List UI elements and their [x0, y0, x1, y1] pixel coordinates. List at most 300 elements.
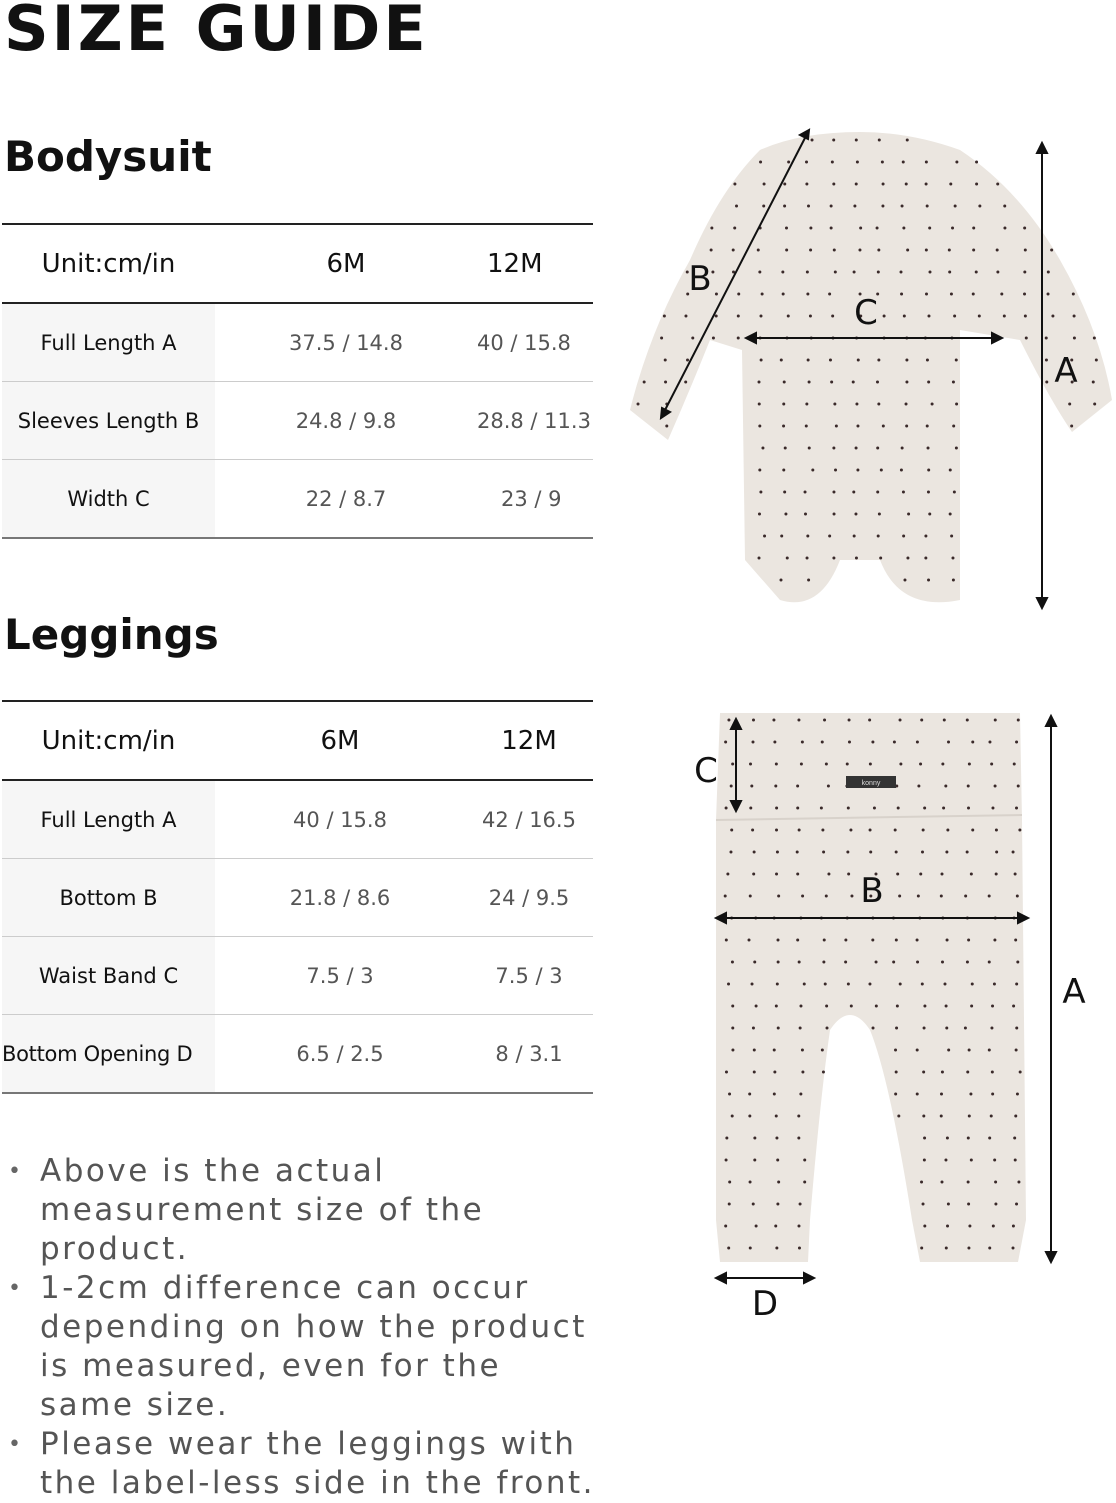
- fabric-dot: [877, 403, 880, 406]
- fabric-dot: [928, 271, 931, 274]
- fabric-dot: [946, 939, 949, 942]
- fabric-dot: [1047, 293, 1050, 296]
- fabric-dot: [760, 359, 763, 362]
- fabric-dot: [873, 807, 876, 810]
- fabric-dot: [724, 741, 727, 744]
- fabric-dot: [1023, 271, 1026, 274]
- fabric-dot: [876, 491, 879, 494]
- fabric-dot: [923, 1005, 926, 1008]
- fabric-dot: [950, 535, 953, 538]
- fabric-dot: [753, 1049, 756, 1052]
- fabric-dot: [906, 139, 909, 142]
- fabric-dot: [875, 1005, 878, 1008]
- fabric-dot: [906, 249, 909, 252]
- fabric-dot: [876, 447, 879, 450]
- fabric-dot: [940, 1115, 943, 1118]
- fabric-dot: [1012, 851, 1015, 854]
- fabric-dot: [899, 763, 902, 766]
- fabric-dot: [710, 227, 713, 230]
- fabric-dot: [1018, 829, 1021, 832]
- fabric-dot: [906, 557, 909, 560]
- fabric-dot: [822, 851, 825, 854]
- fabric-dot: [940, 895, 943, 898]
- fabric-dot: [995, 829, 998, 832]
- fabric-dot: [966, 851, 969, 854]
- fabric-dot: [725, 1137, 728, 1140]
- fabric-dot: [811, 139, 814, 142]
- fabric-dot: [1017, 785, 1020, 788]
- fabric-dot: [1016, 961, 1019, 964]
- fabric-dot: [822, 1071, 825, 1074]
- fabric-dot: [944, 1159, 947, 1162]
- leggings-label-a: A: [1062, 972, 1086, 1012]
- fabric-dot: [749, 895, 752, 898]
- fabric-dot: [894, 1049, 897, 1052]
- fabric-dot: [800, 763, 803, 766]
- fabric-dot: [803, 1159, 806, 1162]
- fabric-dot: [923, 1137, 926, 1140]
- fabric-dot: [968, 1225, 971, 1228]
- fabric-dot: [811, 469, 814, 472]
- fabric-dot: [1073, 315, 1076, 318]
- fabric-dot: [925, 293, 928, 296]
- fabric-dot: [821, 829, 824, 832]
- fabric-dot: [831, 161, 834, 164]
- fabric-dot: [834, 271, 837, 274]
- fabric-dot: [926, 425, 929, 428]
- fabric-dot: [882, 425, 885, 428]
- fabric-dot: [780, 359, 783, 362]
- note-item: • Please wear the leggings with the label-less side in the front.: [0, 1425, 600, 1503]
- fabric-dot: [879, 557, 882, 560]
- fabric-dot: [927, 381, 930, 384]
- fabric-dot: [663, 315, 666, 318]
- fabric-dot: [955, 447, 958, 450]
- fabric-dot: [895, 939, 898, 942]
- fabric-dot: [809, 227, 812, 230]
- fabric-dot: [967, 785, 970, 788]
- leggings-heading: Leggings: [4, 610, 219, 659]
- fabric-dot: [917, 785, 920, 788]
- fabric-dot: [773, 1049, 776, 1052]
- fabric-dot: [777, 1027, 780, 1030]
- fabric-dot: [905, 425, 908, 428]
- bodysuit-label-c: C: [854, 293, 878, 333]
- fabric-dot: [775, 829, 778, 832]
- fabric-dot: [945, 1247, 948, 1250]
- fabric-dot: [993, 939, 996, 942]
- fabric-dot: [773, 1093, 776, 1096]
- fabric-dot: [857, 359, 860, 362]
- fabric-dot: [797, 1225, 800, 1228]
- fabric-dot: [751, 829, 754, 832]
- fabric-dot: [858, 249, 861, 252]
- fabric-dot: [941, 1071, 944, 1074]
- fabric-dot: [945, 851, 948, 854]
- fabric-dot: [758, 557, 761, 560]
- fabric-dot: [894, 829, 897, 832]
- fabric-dot: [924, 535, 927, 538]
- fabric-dot: [775, 807, 778, 810]
- fabric-dot: [807, 579, 810, 582]
- fabric-dot: [1015, 807, 1018, 810]
- fabric-dot: [773, 741, 776, 744]
- fabric-dot: [990, 1115, 993, 1118]
- fabric-dot: [1014, 873, 1017, 876]
- fabric-dot: [821, 741, 824, 744]
- fabric-dot: [869, 763, 872, 766]
- fabric-dot: [748, 1093, 751, 1096]
- fabric-dot: [991, 807, 994, 810]
- fabric-dot: [825, 763, 828, 766]
- fabric-dot: [988, 741, 991, 744]
- fabric-dot: [925, 249, 928, 252]
- fabric-dot: [971, 829, 974, 832]
- fabric-dot: [991, 1005, 994, 1008]
- fabric-dot: [943, 983, 946, 986]
- fabric-dot: [1003, 315, 1006, 318]
- fabric-dot: [971, 983, 974, 986]
- fabric-dot: [1012, 1005, 1015, 1008]
- fabric-dot: [715, 315, 718, 318]
- fabric-dot: [899, 983, 902, 986]
- fabric-dot: [1045, 381, 1048, 384]
- fabric-dot: [856, 469, 859, 472]
- fabric-dot: [1014, 939, 1017, 942]
- fabric-dot: [803, 983, 806, 986]
- fabric-dot: [1023, 227, 1026, 230]
- fabric-dot: [927, 315, 930, 318]
- fabric-dot: [758, 469, 761, 472]
- fabric-dot: [968, 1049, 971, 1052]
- fabric-dot: [801, 1071, 804, 1074]
- fabric-dot: [855, 403, 858, 406]
- fabric-dot: [784, 447, 787, 450]
- fabric-dot: [917, 895, 920, 898]
- fabric-dot: [995, 873, 998, 876]
- fabric-dot: [902, 227, 905, 230]
- fabric-dot: [905, 403, 908, 406]
- fabric-dot: [846, 763, 849, 766]
- fabric-dot: [926, 205, 929, 208]
- fabric-dot: [848, 741, 851, 744]
- fabric-dot: [759, 161, 762, 164]
- fabric-dot: [876, 227, 879, 230]
- fabric-dot: [749, 763, 752, 766]
- fabric-dot: [924, 557, 927, 560]
- fabric-dot: [758, 271, 761, 274]
- fabric-dot: [1012, 1247, 1015, 1250]
- fabric-dot: [941, 763, 944, 766]
- fabric-dot: [970, 873, 973, 876]
- fabric-dot: [710, 249, 713, 252]
- fabric-dot: [868, 719, 871, 722]
- fabric-dot: [1019, 1071, 1022, 1074]
- fabric-dot: [955, 359, 958, 362]
- fabric-dot: [829, 359, 832, 362]
- size-6m-header: 6M: [320, 725, 360, 756]
- fabric-dot: [805, 403, 808, 406]
- fabric-dot: [805, 161, 808, 164]
- fabric-dot: [920, 719, 923, 722]
- fabric-dot: [1003, 205, 1006, 208]
- fabric-dot: [798, 829, 801, 832]
- fabric-dot: [1014, 1159, 1017, 1162]
- fabric-dot: [856, 425, 859, 428]
- fabric-dot: [787, 161, 790, 164]
- fabric-dot: [1093, 403, 1096, 406]
- fabric-dot: [849, 829, 852, 832]
- fabric-dot: [967, 939, 970, 942]
- leggings-label-d: D: [751, 1284, 779, 1324]
- fabric-dot: [833, 513, 836, 516]
- cell-6m: 7.5 / 3: [215, 937, 465, 1015]
- fabric-dot: [922, 829, 925, 832]
- fabric-dot: [763, 535, 766, 538]
- fabric-dot: [823, 939, 826, 942]
- fabric-dot: [899, 719, 902, 722]
- fabric-dot: [763, 183, 766, 186]
- fabric-dot: [759, 315, 762, 318]
- fabric-dot: [1012, 1225, 1015, 1228]
- fabric-dot: [774, 785, 777, 788]
- fabric-dot: [731, 1005, 734, 1008]
- fabric-dot: [686, 359, 689, 362]
- fabric-dot: [953, 491, 956, 494]
- fabric-dot: [796, 807, 799, 810]
- fabric-dot: [1024, 315, 1027, 318]
- fabric-dot: [753, 851, 756, 854]
- fabric-dot: [1045, 359, 1048, 362]
- fabric-dot: [750, 785, 753, 788]
- fabric-dot: [748, 939, 751, 942]
- row-label: Waist Band C: [2, 937, 215, 1015]
- fabric-dot: [844, 939, 847, 942]
- fabric-dot: [806, 557, 809, 560]
- fabric-dot: [921, 851, 924, 854]
- fabric-dot: [945, 1027, 948, 1030]
- fabric-dot: [991, 1071, 994, 1074]
- fabric-dot: [758, 425, 761, 428]
- fabric-dot: [967, 1181, 970, 1184]
- fabric-dot: [737, 337, 740, 340]
- fabric-dot: [660, 337, 663, 340]
- fabric-dot: [825, 895, 828, 898]
- fabric-dot: [949, 183, 952, 186]
- fabric-dot: [969, 1093, 972, 1096]
- fabric-dot: [822, 961, 825, 964]
- fabric-dot: [737, 293, 740, 296]
- fabric-dot: [928, 513, 931, 516]
- fabric-dot: [988, 1137, 991, 1140]
- fabric-dot: [844, 961, 847, 964]
- fabric-dot: [731, 961, 734, 964]
- cell-6m: 21.8 / 8.6: [215, 859, 465, 937]
- fabric-dot: [968, 763, 971, 766]
- fabric-dot: [923, 1027, 926, 1030]
- fabric-dot: [964, 895, 967, 898]
- fabric-dot: [1023, 293, 1026, 296]
- fabric-dot: [775, 1115, 778, 1118]
- fabric-dot: [895, 851, 898, 854]
- note-item: • Above is the actual measurement size of the product.: [0, 1152, 600, 1269]
- fabric-dot: [1072, 293, 1075, 296]
- fabric-dot: [731, 1049, 734, 1052]
- fabric-dot: [855, 557, 858, 560]
- fabric-dot: [775, 1247, 778, 1250]
- fabric-dot: [954, 205, 957, 208]
- fabric-dot: [801, 1049, 804, 1052]
- fabric-dot: [988, 961, 991, 964]
- fabric-dot: [823, 719, 826, 722]
- fabric-dot: [1017, 1181, 1020, 1184]
- fabric-dot: [1013, 1137, 1016, 1140]
- fabric-dot: [827, 785, 830, 788]
- fabric-dot: [996, 249, 999, 252]
- fabric-dot: [1025, 337, 1028, 340]
- fabric-dot: [783, 381, 786, 384]
- fabric-dot: [944, 785, 947, 788]
- fabric-dot: [776, 1159, 779, 1162]
- fabric-dot: [972, 249, 975, 252]
- size-12m-header: 12M: [501, 725, 557, 756]
- fabric-dot: [875, 961, 878, 964]
- fabric-dot: [855, 139, 858, 142]
- fabric-dot: [804, 513, 807, 516]
- fabric-dot: [797, 1115, 800, 1118]
- fabric-dot: [824, 983, 827, 986]
- fabric-dot: [877, 249, 880, 252]
- cell-6m: 22 / 8.7: [215, 460, 477, 539]
- fabric-dot: [1015, 983, 1018, 986]
- fabric-dot: [892, 961, 895, 964]
- fabric-dot: [964, 1027, 967, 1030]
- fabric-dot: [1073, 337, 1076, 340]
- fabric-dot: [943, 719, 946, 722]
- fabric-dot: [946, 1225, 949, 1228]
- fabric-dot: [832, 447, 835, 450]
- fabric-dot: [946, 1137, 949, 1140]
- row-label: Full Length A: [2, 780, 215, 859]
- fabric-dot: [871, 939, 874, 942]
- fabric-dot: [994, 719, 997, 722]
- fabric-dot: [1047, 271, 1050, 274]
- cell-12m: 23 / 9: [477, 460, 593, 539]
- fabric-dot: [996, 271, 999, 274]
- fabric-dot: [753, 961, 756, 964]
- fabric-dot: [945, 1005, 948, 1008]
- fabric-dot: [725, 1159, 728, 1162]
- cell-12m: 42 / 16.5: [465, 780, 593, 859]
- fabric-dot: [941, 961, 944, 964]
- fabric-dot: [776, 851, 779, 854]
- fabric-dot: [955, 161, 958, 164]
- fabric-dot: [1024, 249, 1027, 252]
- fabric-dot: [923, 1159, 926, 1162]
- bodysuit-heading: Bodysuit: [4, 132, 212, 181]
- fabric-dot: [808, 447, 811, 450]
- fabric-dot: [762, 205, 765, 208]
- cell-12m: 28.8 / 11.3: [477, 382, 593, 460]
- fabric-dot: [859, 227, 862, 230]
- fabric-dot: [1015, 741, 1018, 744]
- fabric-dot: [643, 381, 646, 384]
- fabric-dot: [848, 719, 851, 722]
- fabric-dot: [967, 1203, 970, 1206]
- fabric-dot: [947, 1049, 950, 1052]
- fabric-dot: [951, 557, 954, 560]
- fabric-dot: [878, 513, 881, 516]
- page-title: SIZE GUIDE: [4, 0, 429, 65]
- fabric-dot: [1015, 1027, 1018, 1030]
- fabric-dot: [877, 271, 880, 274]
- fabric-dot: [1016, 895, 1019, 898]
- fabric-dot: [901, 447, 904, 450]
- fabric-dot: [773, 1071, 776, 1074]
- fabric-dot: [895, 1027, 898, 1030]
- fabric-dot: [732, 249, 735, 252]
- fabric-dot: [830, 381, 833, 384]
- fabric-dot: [799, 1093, 802, 1096]
- fabric-dot: [854, 513, 857, 516]
- fabric-dot: [684, 381, 687, 384]
- fabric-dot: [869, 851, 872, 854]
- fabric-dot: [797, 719, 800, 722]
- fabric-dot: [994, 1203, 997, 1206]
- fabric-dot: [729, 851, 732, 854]
- fabric-dot: [727, 983, 730, 986]
- fabric-dot: [1051, 315, 1054, 318]
- fabric-dot: [731, 763, 734, 766]
- fabric-dot: [752, 1027, 755, 1030]
- size-12m-header: 12M: [487, 248, 543, 279]
- fabric-dot: [1045, 337, 1048, 340]
- fabric-dot: [749, 1247, 752, 1250]
- cell-6m: 40 / 15.8: [215, 780, 465, 859]
- unit-header: Unit:cm/in: [41, 248, 176, 279]
- fabric-dot: [996, 183, 999, 186]
- fabric-dot: [952, 425, 955, 428]
- fabric-dot: [665, 425, 668, 428]
- fabric-dot: [877, 535, 880, 538]
- fabric-dot: [755, 1005, 758, 1008]
- fabric-dot: [1003, 227, 1006, 230]
- fabric-dot: [759, 491, 762, 494]
- fabric-dot: [988, 1247, 991, 1250]
- fabric-dot: [971, 741, 974, 744]
- fabric-dot: [994, 785, 997, 788]
- fabric-dot: [774, 1225, 777, 1228]
- fabric-dot: [967, 807, 970, 810]
- fabric-dot: [832, 491, 835, 494]
- fabric-dot: [748, 1115, 751, 1118]
- fabric-dot: [902, 491, 905, 494]
- bodysuit-label-b: B: [688, 259, 712, 299]
- fabric-dot: [784, 513, 787, 516]
- fabric-dot: [877, 359, 880, 362]
- fabric-dot: [1013, 763, 1016, 766]
- fabric-dot: [775, 763, 778, 766]
- fabric-dot: [758, 513, 761, 516]
- fabric-dot: [972, 293, 975, 296]
- fabric-dot: [807, 359, 810, 362]
- fabric-dot: [853, 535, 856, 538]
- fabric-dot: [775, 1005, 778, 1008]
- fabric-dot: [1095, 359, 1098, 362]
- fabric-dot: [922, 1115, 925, 1118]
- row-label: Bottom B: [2, 859, 215, 937]
- fabric-dot: [948, 249, 951, 252]
